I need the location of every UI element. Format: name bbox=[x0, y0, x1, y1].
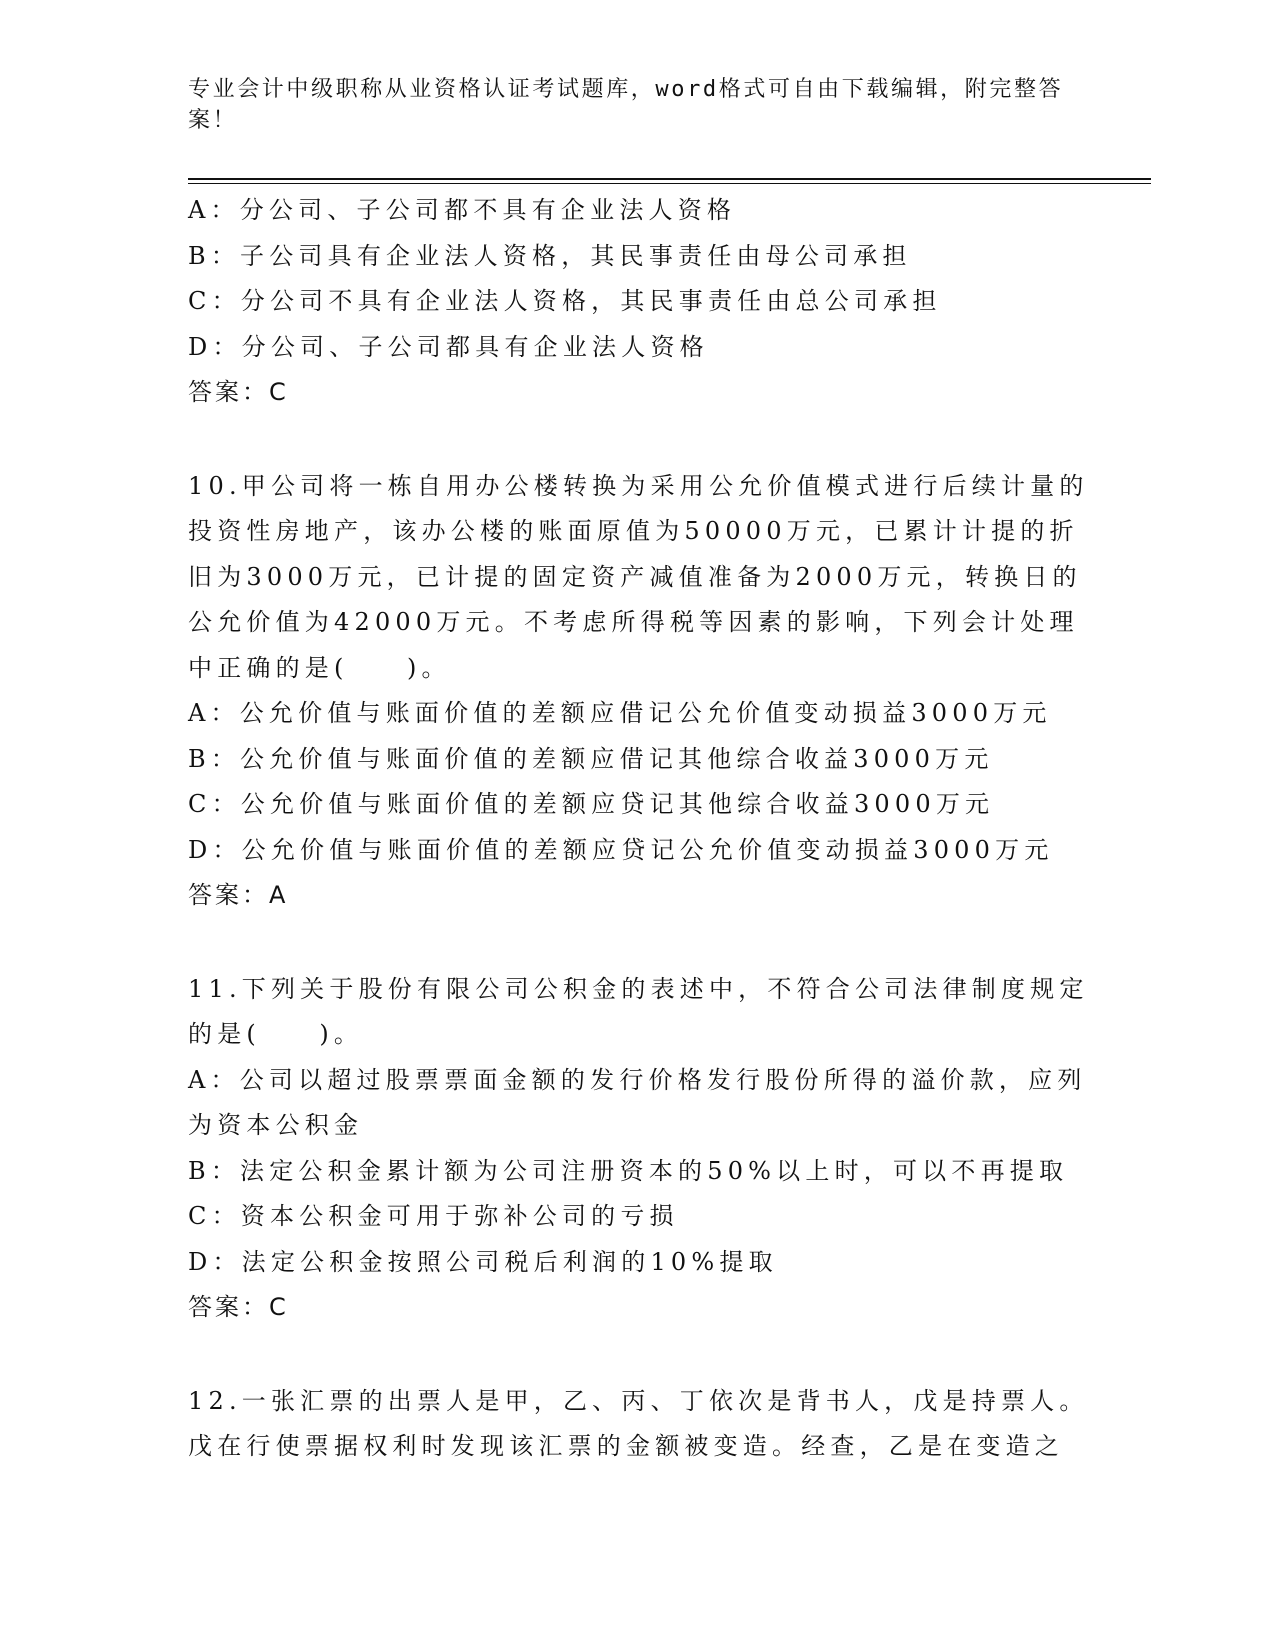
header-divider-thick bbox=[188, 178, 1151, 180]
option-line: B：子公司具有企业法人资格，其民事责任由母公司承担 bbox=[188, 241, 912, 270]
question-line: 公允价值为42000万元。不考虑所得税等因素的影响，下列会计处理 bbox=[188, 608, 1079, 636]
question-block bbox=[188, 967, 1088, 1331]
question-line: 旧为3000万元，已计提的固定资产减值准备为2000万元，转换日的 bbox=[188, 562, 1082, 591]
question-block bbox=[188, 1379, 1088, 1470]
answer-line: 答案：C bbox=[188, 378, 289, 406]
question-content bbox=[188, 188, 1088, 1470]
question-line: 10.甲公司将一栋自用办公楼转换为采用公允价值模式进行后续计量的 bbox=[188, 471, 1089, 500]
question-block bbox=[188, 464, 1088, 919]
question-line: 11.下列关于股份有限公司公积金的表述中，不符合公司法律制度规定 bbox=[188, 974, 1089, 1003]
answer-line: 答案：A bbox=[188, 881, 289, 909]
option-line: D：公允价值与账面价值的差额应贷记公允价值变动损益3000万元 bbox=[188, 835, 1054, 864]
option-line: C：公允价值与账面价值的差额应贷记其他综合收益3000万元 bbox=[188, 790, 995, 818]
question-line: 中正确的是( )。 bbox=[188, 653, 451, 682]
option-line: 为资本公积金 bbox=[188, 1111, 364, 1139]
option-line: C：资本公积金可用于弥补公司的亏损 bbox=[188, 1202, 679, 1230]
block-spacer bbox=[188, 416, 1088, 464]
answer-line: 答案：C bbox=[188, 1293, 289, 1321]
question-line: 戊在行使票据权利时发现该汇票的金额被变造。经查，乙是在变造之 bbox=[188, 1432, 1064, 1460]
option-line: C：分公司不具有企业法人资格，其民事责任由总公司承担 bbox=[188, 287, 942, 315]
question-line: 12.一张汇票的出票人是甲，乙、丙、丁依次是背书人，戊是持票人。 bbox=[188, 1386, 1089, 1415]
block-spacer bbox=[188, 919, 1088, 967]
option-line: A：公司以超过股票票面金额的发行价格发行股份所得的溢价款，应列 bbox=[188, 1065, 1087, 1094]
option-line: B：公允价值与账面价值的差额应借记其他综合收益3000万元 bbox=[188, 744, 994, 773]
block-spacer bbox=[188, 1331, 1088, 1379]
option-line: D：分公司、子公司都具有企业法人资格 bbox=[188, 332, 709, 361]
option-line: A：公允价值与账面价值的差额应借记公允价值变动损益3000万元 bbox=[188, 699, 1052, 727]
question-line: 投资性房地产，该办公楼的账面原值为50000万元，已累计计提的折 bbox=[188, 517, 1079, 545]
header-divider-thin bbox=[188, 183, 1151, 184]
option-line: A：分公司、子公司都不具有企业法人资格 bbox=[188, 196, 737, 224]
question-block bbox=[188, 188, 1088, 416]
option-line: D：法定公积金按照公司税后利润的10%提取 bbox=[188, 1247, 778, 1276]
document-header: 专业会计中级职称从业资格认证考试题库，word格式可自由下载编辑，附完整答案！ bbox=[188, 77, 1064, 133]
option-line: B：法定公积金累计额为公司注册资本的50%以上时，可以不再提取 bbox=[188, 1156, 1069, 1185]
question-line: 的是( )。 bbox=[188, 1020, 364, 1048]
